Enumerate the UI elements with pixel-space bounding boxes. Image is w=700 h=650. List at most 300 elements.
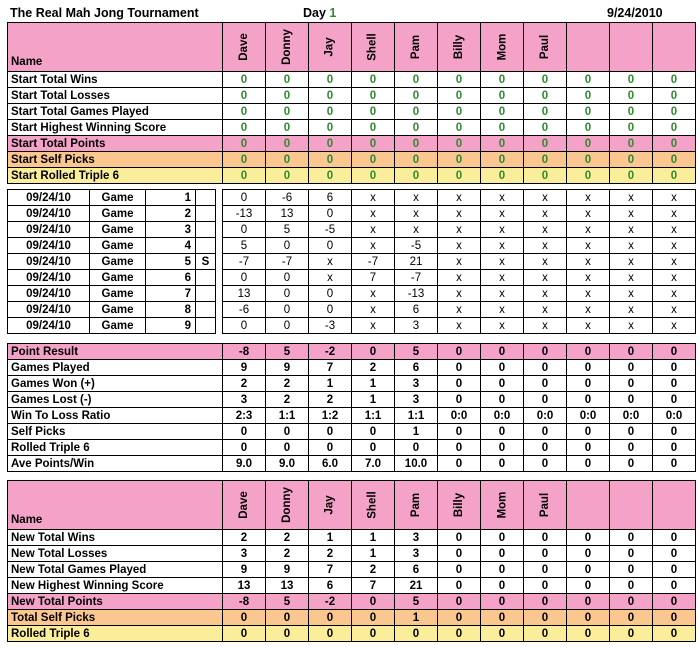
game-score-cell: x [653, 270, 696, 286]
game-number: 3 [146, 222, 196, 238]
stat-cell: 0 [524, 136, 567, 152]
stat-cell: 0 [524, 152, 567, 168]
row-label: Games Won (+) [8, 376, 223, 392]
totals-row [8, 626, 696, 642]
game-score-cell: 0 [266, 286, 309, 302]
game-score-cell: 13 [266, 206, 309, 222]
stat-cell: 0 [266, 168, 309, 184]
game-score-cell: -5 [309, 222, 352, 238]
stat-cell: 0 [567, 376, 610, 392]
stat-cell: 0 [567, 104, 610, 120]
stat-cell: 0 [610, 562, 653, 578]
stat-cell: 9.0 [223, 456, 266, 472]
row-label: Start Total Losses [8, 88, 223, 104]
stat-cell: 1:1 [352, 408, 395, 424]
stat-cell: 0 [266, 152, 309, 168]
player-column-header [567, 481, 610, 530]
game-row [8, 286, 696, 302]
stat-cell: 0 [352, 626, 395, 642]
game-score-cell: x [524, 270, 567, 286]
game-score-cell: x [481, 222, 524, 238]
stat-cell: 0 [352, 120, 395, 136]
stat-cell: 0 [567, 152, 610, 168]
game-score-cell: x [352, 286, 395, 302]
name-header-label: Name [8, 23, 223, 72]
stat-cell: 0 [524, 546, 567, 562]
game-self-pick-flag [196, 190, 216, 206]
stat-cell: 0 [610, 72, 653, 88]
stat-cell: 0 [395, 168, 438, 184]
stat-cell: 2 [309, 546, 352, 562]
totals-name-header-row [8, 481, 696, 530]
stat-cell: 13 [223, 578, 266, 594]
spacer-cell [216, 286, 223, 302]
player-column-header [395, 23, 438, 72]
stat-cell: 0 [352, 104, 395, 120]
game-score-cell: 0 [309, 286, 352, 302]
player-column-header [352, 481, 395, 530]
stat-cell: 0 [481, 456, 524, 472]
game-score-cell: x [653, 318, 696, 334]
stat-cell: 0 [309, 440, 352, 456]
row-label: New Total Points [8, 594, 223, 610]
game-date: 09/24/10 [8, 270, 90, 286]
game-score-cell: x [352, 238, 395, 254]
stat-cell: 0 [438, 562, 481, 578]
stat-cell: 0 [610, 120, 653, 136]
game-score-cell: x [438, 318, 481, 334]
stat-cell: 0 [610, 152, 653, 168]
stat-cell: 0 [653, 376, 696, 392]
stat-cell: 13 [266, 578, 309, 594]
stat-cell: 0 [524, 72, 567, 88]
row-label: Rolled Triple 6 [8, 626, 223, 642]
stat-cell: 0 [524, 168, 567, 184]
stat-cell: 0 [567, 72, 610, 88]
stat-cell: 1:2 [309, 408, 352, 424]
stat-cell: 0 [352, 344, 395, 360]
stat-cell: 0 [223, 136, 266, 152]
game-score-cell: 0 [309, 302, 352, 318]
game-word: Game [90, 238, 146, 254]
stat-cell: 0 [524, 456, 567, 472]
stat-cell: 0 [223, 168, 266, 184]
game-score-cell: x [309, 270, 352, 286]
game-word: Game [90, 190, 146, 206]
stat-cell: 2 [266, 546, 309, 562]
stat-cell: 0 [567, 546, 610, 562]
player-name: Mom [496, 33, 508, 61]
stat-cell: 0 [653, 168, 696, 184]
game-score-cell: x [524, 222, 567, 238]
stat-cell: 0 [524, 120, 567, 136]
results-row [8, 440, 696, 456]
stat-cell: 0 [610, 530, 653, 546]
game-score-cell: -6 [266, 190, 309, 206]
stat-cell: 0 [266, 136, 309, 152]
stat-cell: 0 [567, 562, 610, 578]
stat-cell: 1 [352, 546, 395, 562]
stat-cell: 10.0 [395, 456, 438, 472]
row-label: New Highest Winning Score [8, 578, 223, 594]
new-totals-table [7, 480, 696, 642]
game-date: 09/24/10 [8, 302, 90, 318]
stat-cell: 0 [223, 610, 266, 626]
player-column-header [610, 481, 653, 530]
spacer-cell [216, 222, 223, 238]
start-row [8, 152, 696, 168]
stat-cell: 0 [653, 152, 696, 168]
stat-cell: 9 [266, 360, 309, 376]
game-score-cell: x [524, 254, 567, 270]
stat-cell: 0 [653, 562, 696, 578]
stat-cell: 0 [438, 168, 481, 184]
player-column-header [653, 481, 696, 530]
stat-cell: 0:0 [438, 408, 481, 424]
stat-cell: 0 [610, 546, 653, 562]
game-score-cell: 0 [266, 318, 309, 334]
stat-cell: 0 [610, 376, 653, 392]
row-label: Start Self Picks [8, 152, 223, 168]
stat-cell: 0 [309, 136, 352, 152]
results-row [8, 344, 696, 360]
player-column-header [524, 481, 567, 530]
stat-cell: 0 [223, 440, 266, 456]
game-score-cell: x [610, 302, 653, 318]
game-number: 6 [146, 270, 196, 286]
stat-cell: 0 [567, 594, 610, 610]
game-word: Game [90, 254, 146, 270]
stat-cell: 0 [352, 440, 395, 456]
stat-cell: 0 [352, 610, 395, 626]
row-label: Start Total Points [8, 136, 223, 152]
game-row [8, 254, 696, 270]
stat-cell: 0 [524, 424, 567, 440]
game-score-cell: x [653, 238, 696, 254]
game-score-cell: x [438, 270, 481, 286]
stat-cell: 0 [438, 610, 481, 626]
row-label: New Total Wins [8, 530, 223, 546]
stat-cell: 2 [223, 376, 266, 392]
stat-cell: 0 [567, 136, 610, 152]
game-date: 09/24/10 [8, 254, 90, 270]
game-score-cell: x [567, 302, 610, 318]
totals-row [8, 530, 696, 546]
name-header-label: Name [8, 481, 223, 530]
row-label: Rolled Triple 6 [8, 440, 223, 456]
stat-cell: 9 [223, 562, 266, 578]
game-score-cell: x [352, 318, 395, 334]
game-score-cell: 0 [309, 238, 352, 254]
game-score-cell: 7 [352, 270, 395, 286]
row-label: Start Total Games Played [8, 104, 223, 120]
game-number: 1 [146, 190, 196, 206]
game-date: 09/24/10 [8, 190, 90, 206]
game-score-cell: -5 [395, 238, 438, 254]
stat-cell: 9 [266, 562, 309, 578]
game-date: 09/24/10 [8, 222, 90, 238]
stat-cell: 0 [610, 626, 653, 642]
stat-cell: 7 [352, 578, 395, 594]
start-name-header-row [8, 23, 696, 72]
player-name: Dave [238, 33, 250, 61]
stat-cell: 0 [653, 88, 696, 104]
game-score-cell: x [610, 190, 653, 206]
stat-cell: 1:1 [395, 408, 438, 424]
stat-cell: 21 [395, 578, 438, 594]
player-column-header [653, 23, 696, 72]
game-score-cell: 3 [395, 318, 438, 334]
game-score-cell: x [610, 222, 653, 238]
game-self-pick-flag [196, 286, 216, 302]
start-row [8, 72, 696, 88]
game-score-cell: x [567, 222, 610, 238]
stat-cell: 1 [309, 376, 352, 392]
stat-cell: 0 [567, 168, 610, 184]
stat-cell: 0 [266, 72, 309, 88]
game-self-pick-flag [196, 318, 216, 334]
row-label: Start Total Wins [8, 72, 223, 88]
stat-cell: 0 [653, 392, 696, 408]
spacer-cell [216, 270, 223, 286]
stat-cell: 0 [524, 530, 567, 546]
game-score-cell: x [567, 238, 610, 254]
game-score-cell: x [438, 238, 481, 254]
totals-row [8, 578, 696, 594]
stat-cell: 0 [438, 440, 481, 456]
player-column-header [395, 481, 438, 530]
player-column-header [481, 23, 524, 72]
row-label: Point Result [8, 344, 223, 360]
game-row [8, 270, 696, 286]
stat-cell: 0 [352, 152, 395, 168]
stat-cell: 0 [524, 440, 567, 456]
stat-cell: 3 [395, 530, 438, 546]
stat-cell: 0 [481, 546, 524, 562]
stat-cell: 0 [610, 168, 653, 184]
stat-cell: 0 [309, 120, 352, 136]
stat-cell: 0 [309, 152, 352, 168]
game-word: Game [90, 206, 146, 222]
game-row [8, 222, 696, 238]
game-self-pick-flag [196, 206, 216, 222]
stat-cell: 0 [223, 626, 266, 642]
stat-cell: 3 [223, 392, 266, 408]
player-name: Paul [538, 492, 551, 518]
game-row [8, 238, 696, 254]
stat-cell: 0 [481, 72, 524, 88]
spacer-cell [216, 238, 223, 254]
stat-cell: 0 [481, 104, 524, 120]
stat-cell: 0 [567, 392, 610, 408]
stat-cell: 0 [309, 626, 352, 642]
stat-cell: 2 [352, 360, 395, 376]
stat-cell: 0 [266, 424, 309, 440]
stat-cell: 0 [395, 626, 438, 642]
stat-cell: 6 [395, 360, 438, 376]
stat-cell: 0 [352, 594, 395, 610]
stat-cell: 0 [653, 72, 696, 88]
stat-cell: 0 [309, 168, 352, 184]
stat-cell: 0 [438, 594, 481, 610]
game-score-cell: x [438, 302, 481, 318]
stat-cell: 0 [524, 360, 567, 376]
stat-cell: 5 [395, 344, 438, 360]
player-column-header [309, 23, 352, 72]
stat-cell: 0 [481, 152, 524, 168]
game-score-cell: x [438, 190, 481, 206]
stat-cell: 7 [309, 360, 352, 376]
game-score-cell: x [610, 270, 653, 286]
stat-cell: 0 [481, 376, 524, 392]
results-row [8, 392, 696, 408]
stat-cell: 6 [309, 578, 352, 594]
game-score-cell: 0 [266, 302, 309, 318]
player-name: Dave [238, 491, 250, 519]
stat-cell: 2 [352, 562, 395, 578]
player-name: Shell [366, 491, 379, 519]
start-row [8, 104, 696, 120]
stat-cell: 2 [266, 530, 309, 546]
stat-cell: 9.0 [266, 456, 309, 472]
stat-cell: 0 [438, 376, 481, 392]
stat-cell: 0 [438, 88, 481, 104]
stat-cell: 0 [567, 120, 610, 136]
stat-cell: 0 [610, 610, 653, 626]
game-date: 09/24/10 [8, 318, 90, 334]
game-score-cell: x [567, 270, 610, 286]
stat-cell: 2 [266, 392, 309, 408]
stat-cell: 0 [352, 168, 395, 184]
stat-cell: 0 [524, 376, 567, 392]
stat-cell: 0 [352, 88, 395, 104]
player-name: Pam [409, 492, 422, 518]
game-score-cell: x [395, 190, 438, 206]
stat-cell: 0 [438, 104, 481, 120]
player-name: Donny [281, 29, 293, 65]
stat-cell: 0 [438, 152, 481, 168]
stat-cell: 0 [438, 120, 481, 136]
stat-cell: 0 [524, 104, 567, 120]
stat-cell: 0:0 [653, 408, 696, 424]
stat-cell: 0 [653, 530, 696, 546]
stat-cell: 0 [653, 104, 696, 120]
game-date: 09/24/10 [8, 206, 90, 222]
stat-cell: 1:1 [266, 408, 309, 424]
stat-cell: 0 [610, 104, 653, 120]
stat-cell: 0 [395, 136, 438, 152]
sheet-header [0, 0, 700, 22]
stat-cell: 0 [610, 594, 653, 610]
row-label: Start Highest Winning Score [8, 120, 223, 136]
game-score-cell: 0 [223, 222, 266, 238]
stat-cell: 0 [481, 120, 524, 136]
stat-cell: -2 [309, 344, 352, 360]
player-name: Jay [324, 37, 336, 57]
stat-cell: 0 [266, 88, 309, 104]
spacer-cell [216, 190, 223, 206]
game-score-cell: x [610, 238, 653, 254]
player-name: Shell [366, 33, 379, 61]
row-label: Start Rolled Triple 6 [8, 168, 223, 184]
game-score-cell: x [653, 286, 696, 302]
stat-cell: 2 [266, 376, 309, 392]
stat-cell: 1 [352, 530, 395, 546]
stat-cell: 0 [567, 610, 610, 626]
spacer-cell [216, 206, 223, 222]
game-score-cell: x [567, 318, 610, 334]
results-row [8, 456, 696, 472]
sheet-title: The Real Mah Jong Tournament [10, 6, 199, 20]
game-score-cell: x [481, 206, 524, 222]
stat-cell: 0 [481, 594, 524, 610]
game-score-cell: x [610, 318, 653, 334]
player-name: Mom [496, 491, 508, 519]
game-score-cell: -6 [223, 302, 266, 318]
stat-cell: 0 [352, 136, 395, 152]
spacer-cell [216, 254, 223, 270]
game-score-cell: x [481, 302, 524, 318]
game-score-cell: x [567, 206, 610, 222]
stat-cell: 0 [567, 424, 610, 440]
game-score-cell: 0 [309, 206, 352, 222]
game-score-cell: x [524, 302, 567, 318]
stat-cell: -2 [309, 594, 352, 610]
stat-cell: 0 [610, 344, 653, 360]
stat-cell: 0 [438, 530, 481, 546]
stat-cell: 0 [481, 360, 524, 376]
player-column-header [438, 23, 481, 72]
row-label: Games Lost (-) [8, 392, 223, 408]
game-score-cell: 0 [266, 238, 309, 254]
stat-cell: 0:0 [610, 408, 653, 424]
stat-cell: 0 [610, 424, 653, 440]
game-score-cell: 0 [223, 318, 266, 334]
stat-cell: 2 [309, 392, 352, 408]
stat-cell: 0 [481, 626, 524, 642]
stat-cell: 0 [481, 530, 524, 546]
stat-cell: 0 [524, 562, 567, 578]
game-word: Game [90, 302, 146, 318]
game-score-cell: x [567, 254, 610, 270]
game-self-pick-flag [196, 222, 216, 238]
stat-cell: 0 [438, 546, 481, 562]
stat-cell: 7 [309, 562, 352, 578]
player-column-header [223, 481, 266, 530]
game-self-pick-flag [196, 238, 216, 254]
stat-cell: 0 [266, 626, 309, 642]
stat-cell: 0 [653, 578, 696, 594]
game-number: 9 [146, 318, 196, 334]
stat-cell: 0 [567, 88, 610, 104]
game-score-cell: x [653, 190, 696, 206]
stat-cell: 7.0 [352, 456, 395, 472]
stat-cell: 0 [395, 88, 438, 104]
stat-cell: 0 [223, 72, 266, 88]
stat-cell: 0 [610, 360, 653, 376]
game-score-cell: x [352, 206, 395, 222]
spacer-cell [216, 302, 223, 318]
stat-cell: 0 [223, 104, 266, 120]
stat-cell: 0 [524, 594, 567, 610]
stat-cell: 0 [438, 392, 481, 408]
stat-cell: 0 [653, 610, 696, 626]
day-value: 1 [329, 6, 337, 20]
stat-cell: 0 [223, 88, 266, 104]
stat-cell: 0 [266, 440, 309, 456]
stat-cell: 0 [438, 136, 481, 152]
stat-cell: 0 [481, 392, 524, 408]
